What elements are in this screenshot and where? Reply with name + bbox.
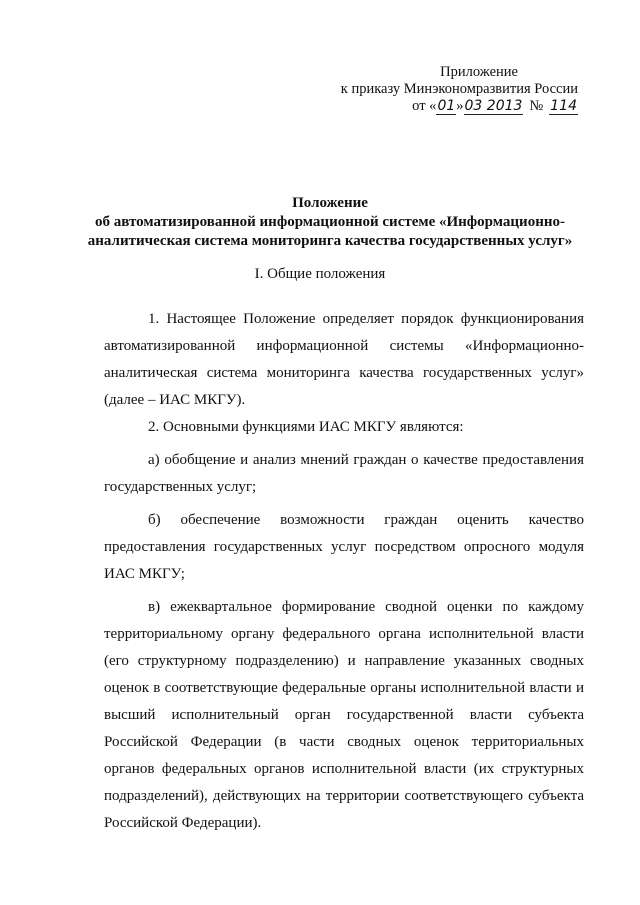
section-heading: I. Общие положения	[254, 266, 386, 282]
text-line: Российской Федерации).	[104, 815, 262, 831]
text-line: оценок в соответствующие федеральные органы исполнительной власти и	[104, 680, 584, 696]
text-line: государственных услуг;	[104, 479, 257, 495]
text-line: б) обеспечение возможности граждан оценить качество	[148, 512, 584, 528]
handwritten-date: 03 2013	[464, 98, 523, 114]
appendix-block	[318, 64, 578, 115]
paragraph-1	[104, 306, 584, 414]
text-line: территориальному органу федерального органа исполнительной власти	[104, 626, 584, 642]
handwritten-number: 114	[550, 98, 577, 114]
text-line: ИАС МКГУ;	[104, 566, 185, 582]
text-line: в) ежеквартальное формирование сводной оценки по каждому	[148, 599, 584, 615]
text-line: предоставления государственных услуг посредством опросного модуля	[104, 539, 584, 555]
text-line: а) обобщение и анализ мнений граждан о качестве предоставления	[148, 452, 584, 468]
title-line-1: Положение	[292, 195, 368, 211]
document-body	[104, 306, 584, 837]
text-line: (его структурному подразделению) и направление указанных сводных	[104, 653, 584, 669]
item-a	[104, 447, 584, 501]
date-quote: »	[456, 98, 464, 114]
text-line: (далее – ИАС МКГУ).	[104, 392, 246, 408]
appendix-date-line	[318, 98, 578, 115]
item-b	[104, 507, 584, 588]
title-line-2: об автоматизированной информационной системе «Информационно-	[95, 214, 565, 230]
text-line: органов федеральных органов исполнительной власти (их структурных	[104, 761, 584, 777]
paragraph-2: 2. Основными функциями ИАС МКГУ являются:	[148, 419, 464, 435]
text-line: автоматизированной информационной системы «Информационно-	[104, 338, 584, 354]
title-line-3: аналитическая система мониторинга качества государственных услуг»	[87, 233, 573, 249]
text-line: аналитическая система мониторинга качества государственных услуг»	[104, 365, 584, 381]
item-v	[104, 594, 584, 837]
appendix-order: к приказу Минэкономразвития России	[340, 81, 578, 97]
text-line: Российской Федерации (в части сводных оценок территориальных	[104, 734, 584, 750]
date-prefix: от «	[412, 98, 437, 114]
document-title	[70, 194, 590, 251]
text-line: 1. Настоящее Положение определяет порядок функционирования	[148, 311, 584, 327]
handwritten-day: 01	[437, 98, 456, 114]
number-sign: №	[529, 98, 544, 114]
text-line: подразделений), действующих на территории соответствующего субъекта	[104, 788, 584, 804]
appendix-title: Приложение	[440, 64, 518, 80]
text-line: высший исполнительный орган государственной власти субъекта	[104, 707, 584, 723]
